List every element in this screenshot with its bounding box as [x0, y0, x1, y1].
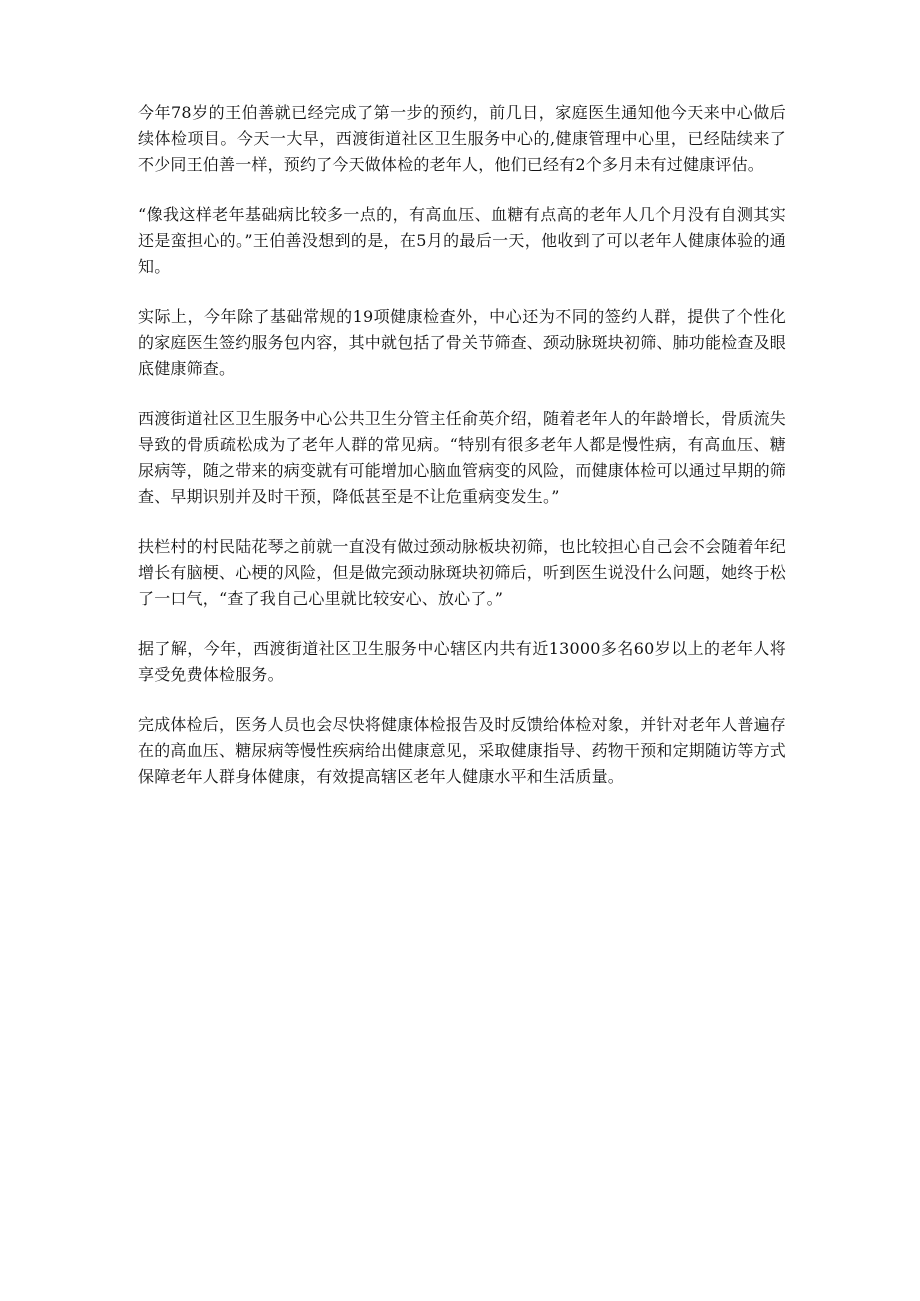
- paragraph-5: 扶栏村的村民陆花琴之前就一直没有做过颈动脉板块初筛，也比较担心自己会不会随着年纪增长有脑梗、心梗的风险，但是做完颈动脉斑块初筛后，听到医生说没什么问题，她终于松了一口气，“查了我自己心里就比较安心、放心了。”: [138, 537, 787, 608]
- paragraph-2: “像我这样老年基础病比较多一点的，有高血压、血糖有点高的老年人几个月没有自测其实还是蛮担心的。”王伯善没想到的是，在5月的最后一天，他收到了可以老年人健康体验的通知。: [138, 205, 786, 276]
- paragraph-3: 实际上，今年除了基础常规的19项健康检查外，中心还为不同的签约人群，提供了个性化的家庭医生签约服务包内容，其中就包括了骨关节筛查、颈动脉斑块初筛、肺功能检查及眼底健康筛查。: [138, 307, 787, 378]
- article-body: [138, 100, 786, 814]
- paragraph-7: 完成体检后，医务人员也会尽快将健康体检报告及时反馈给体检对象，并针对老年人普遍存在的高血压、糖尿病等慢性疾病给出健康意见，采取健康指导、药物干预和定期随访等方式保障老年人群身体健康，有效提高辖区老年人健康水平和生活质量。: [138, 715, 787, 786]
- paragraph-1: 今年78岁的王伯善就已经完成了第一步的预约，前几日，家庭医生通知他今天来中心做后续体检项目。今天一大早，西渡街道社区卫生服务中心的,健康管理中心里，已经陆续来了不少同王伯善一样，预约了今天做体检的老年人，他们已经有2个多月未有过健康评估。: [138, 103, 786, 174]
- paragraph-4: 西渡街道社区卫生服务中心公共卫生分管主任俞英介绍，随着老年人的年龄增长，骨质流失导致的骨质疏松成为了老年人群的常见病。“特别有很多老年人都是慢性病，有高血压、糖尿病等，随之带来的病变就有可能增加心脑血管病变的风险，而健康体检可以通过早期的筛查、早期识别并及时干预，降低甚至是不让危重病变发生。”: [138, 409, 787, 506]
- paragraph-6: 据了解，今年，西渡街道社区卫生服务中心辖区内共有近13000多名60岁以上的老年人将享受免费体检服务。: [138, 639, 786, 684]
